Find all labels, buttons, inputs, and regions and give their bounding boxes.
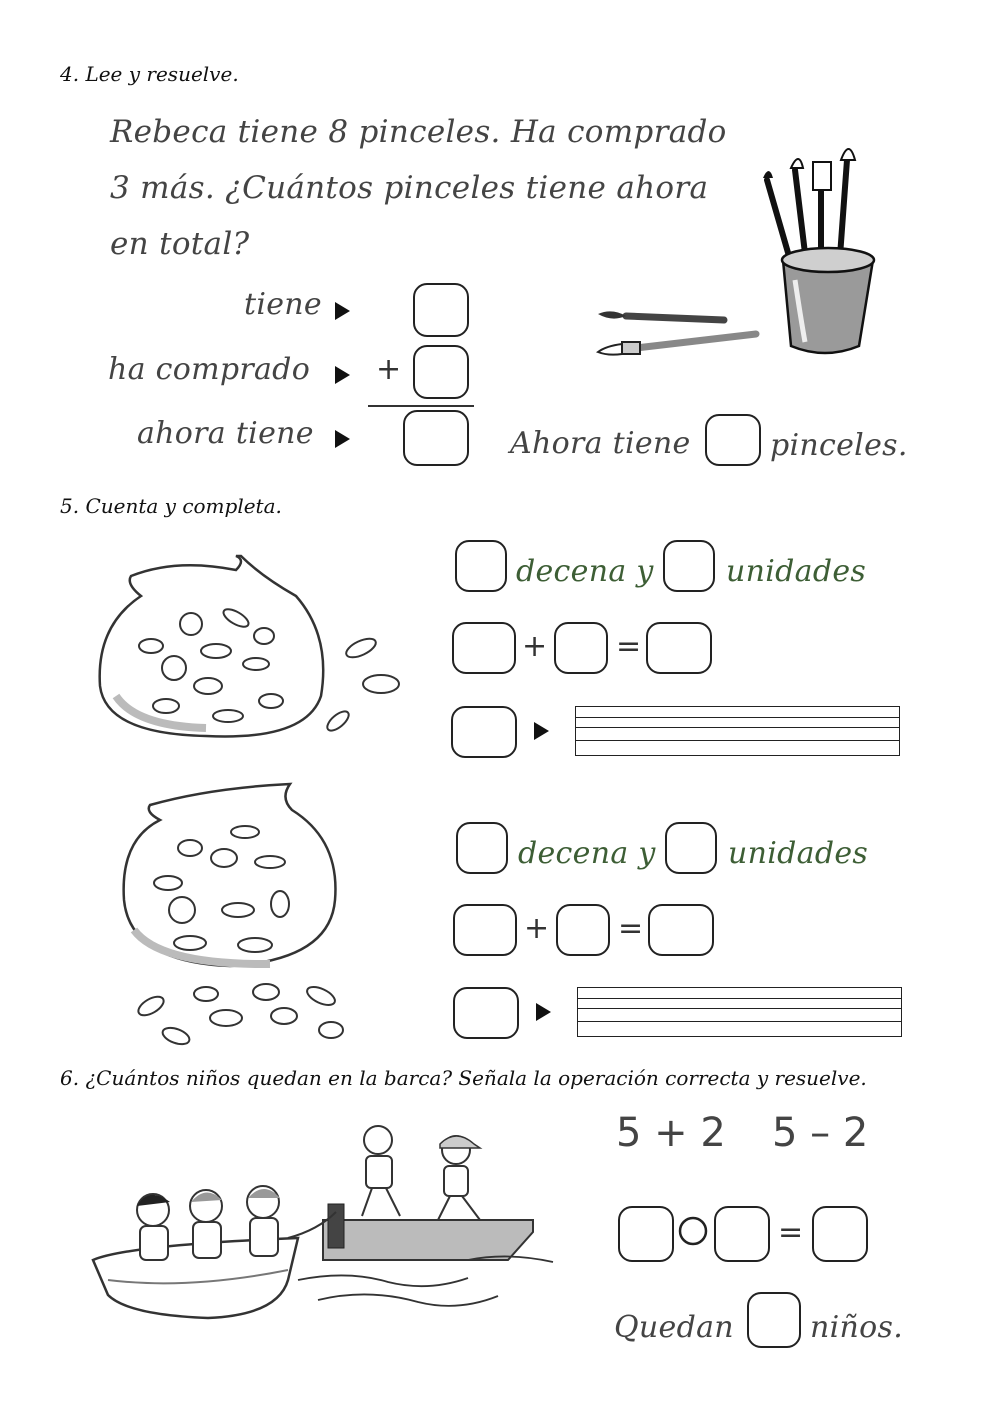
sum-result-box-2[interactable]	[648, 904, 714, 956]
unidades-box-1[interactable]	[663, 540, 715, 592]
sum-box-b-2[interactable]	[556, 904, 610, 956]
brush-cup-illustration	[755, 150, 895, 360]
answer-box-tiene[interactable]	[413, 283, 469, 337]
ex6-heading: 6. ¿Cuántos niños quedan en la barca? Señala la operación correcta y resuelve.	[60, 1066, 867, 1090]
equals-sign: =	[618, 911, 644, 946]
plus-sign: +	[524, 911, 550, 946]
sum-box-a-2[interactable]	[453, 904, 517, 956]
operator-circle[interactable]	[678, 1216, 708, 1246]
sum-line	[368, 405, 474, 407]
equals-sign: =	[616, 629, 642, 664]
ex6-answer-prefix: Quedan	[614, 1310, 734, 1345]
answer-box-total[interactable]	[705, 414, 761, 466]
option-subtract[interactable]: 5 – 2	[772, 1110, 869, 1156]
sum-box-a-1[interactable]	[452, 622, 516, 674]
arrow-right-icon	[536, 1003, 551, 1021]
plus-sign: +	[522, 629, 548, 664]
operand-box-b[interactable]	[714, 1206, 770, 1262]
ex6-answer-suffix: niños.	[810, 1310, 904, 1345]
arrow-right-icon	[534, 722, 549, 740]
ex5-heading: 5. Cuenta y completa.	[60, 494, 282, 518]
loose-brushes-illustration	[596, 300, 761, 365]
operand-box-a[interactable]	[618, 1206, 674, 1262]
ex4-heading: 4. Lee y resuelve.	[60, 62, 239, 86]
plus-sign: +	[376, 352, 402, 387]
ex4-problem-line1: Rebeca tiene 8 pinceles. Ha comprado	[110, 114, 727, 150]
loose-candies-illustration	[126, 976, 356, 1056]
decena-label-1: decena y	[516, 554, 654, 589]
answer-box-ahora-tiene[interactable]	[403, 410, 469, 466]
number-box-1[interactable]	[451, 706, 517, 758]
candy-jar-illustration	[120, 780, 360, 980]
unidades-label-1: unidades	[726, 554, 867, 589]
ex4-problem-line2: 3 más. ¿Cuántos pinceles tiene ahora	[110, 170, 709, 206]
equals-sign: =	[778, 1215, 804, 1250]
arrow-right-icon	[335, 430, 350, 448]
candy-jar-illustration	[96, 556, 416, 746]
option-add[interactable]: 5 + 2	[616, 1110, 726, 1156]
sum-result-box-1[interactable]	[646, 622, 712, 674]
label-ahora-tiene: ahora tiene	[137, 416, 314, 451]
decena-box-2[interactable]	[456, 822, 508, 874]
decena-box-1[interactable]	[455, 540, 507, 592]
label-ha-comprado: ha comprado	[108, 352, 311, 387]
ex4-problem	[110, 104, 730, 272]
arrow-right-icon	[335, 302, 350, 320]
number-box-2[interactable]	[453, 987, 519, 1039]
sum-box-b-1[interactable]	[554, 622, 608, 674]
answer-box-ha-comprado[interactable]	[413, 345, 469, 399]
boat-children-illustration	[88, 1120, 558, 1330]
write-lines-2[interactable]	[577, 987, 902, 1037]
unidades-box-2[interactable]	[665, 822, 717, 874]
answer-prefix: Ahora tiene	[510, 426, 691, 461]
arrow-right-icon	[335, 366, 350, 384]
result-box[interactable]	[812, 1206, 868, 1262]
ex6-answer-box[interactable]	[747, 1292, 801, 1348]
label-tiene: tiene	[244, 287, 322, 322]
unidades-label-2: unidades	[728, 836, 869, 871]
ex4-problem-line3: en total?	[110, 226, 250, 262]
answer-suffix: pinceles.	[770, 428, 908, 463]
decena-label-2: decena y	[518, 836, 656, 871]
write-lines-1[interactable]	[575, 706, 900, 756]
